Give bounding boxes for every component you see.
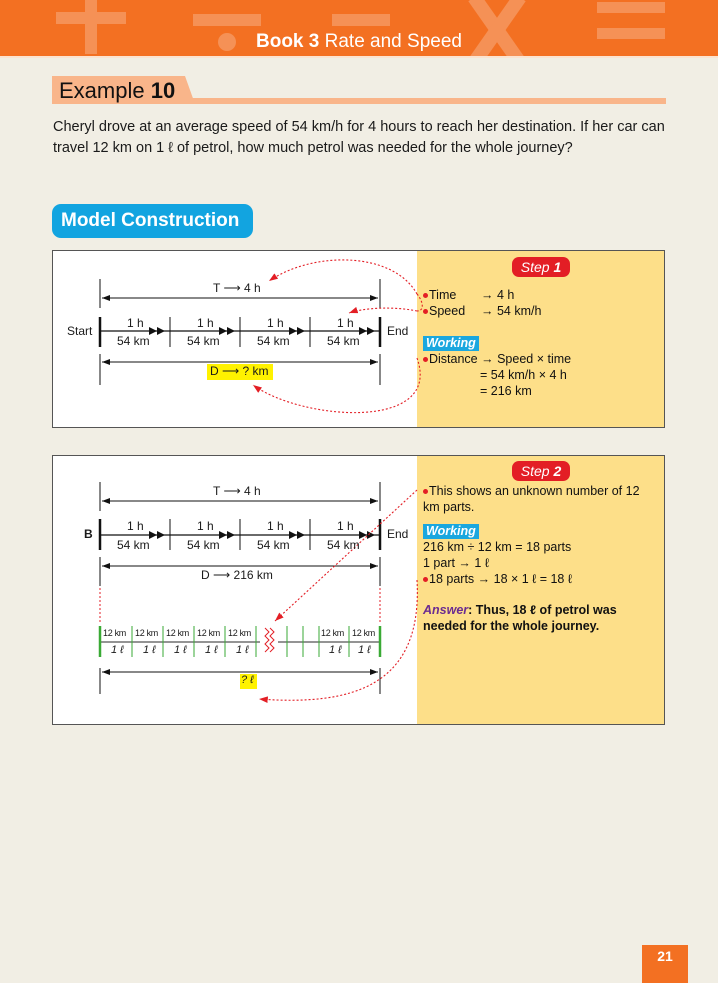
time-bracket-label: T ⟶ 4 h <box>213 484 261 498</box>
given-value: → 4 h <box>481 288 515 302</box>
distance-bracket-label: D ⟶ ? km <box>210 364 269 378</box>
step2-working <box>423 523 572 587</box>
segment-distance: 54 km <box>117 334 150 348</box>
working-tag: Working <box>423 336 479 351</box>
break-zigzag-icon <box>265 628 274 652</box>
segment-time: 1 h <box>267 316 284 330</box>
segment-distance: 54 km <box>327 538 360 552</box>
part-km: 12 km <box>103 628 127 638</box>
answer-text: : Thus, 18 ℓ of petrol was needed for the whole journey. <box>423 603 617 633</box>
part-litre: 1 ℓ <box>358 644 371 656</box>
intro-text: This shows an unknown number of 12 km parts. <box>423 484 640 514</box>
step2-panel <box>52 455 665 725</box>
segment-time: 1 h <box>337 316 354 330</box>
given-value: → 54 km/h <box>481 304 542 318</box>
part-km: 12 km <box>166 628 190 638</box>
minus-decoration <box>332 14 390 26</box>
step-label: Step <box>520 463 550 479</box>
segment-time: 1 h <box>337 519 354 533</box>
segment-distance: 54 km <box>117 538 150 552</box>
segment-distance: 54 km <box>257 334 290 348</box>
chapter-title: Rate and Speed <box>324 31 462 52</box>
segment-time: 1 h <box>127 519 144 533</box>
segment-distance: 54 km <box>327 334 360 348</box>
book-label: Book 3 <box>256 31 320 52</box>
example-number: 10 <box>150 78 176 103</box>
bullet-dot-icon <box>423 577 428 582</box>
equals-decoration <box>597 2 665 13</box>
working-line: 216 km ÷ 12 km = 18 parts <box>423 540 572 554</box>
time-bracket-label: T ⟶ 4 h <box>213 281 261 295</box>
step1-working <box>423 335 571 399</box>
segment-distance: 54 km <box>187 334 220 348</box>
question-text: Cheryl drove at an average speed of 54 km/h for 4 hours to reach her destination. If her car can travel 12 km on 1 ℓ of petrol, how much petrol was needed for the whole journey? <box>53 119 665 156</box>
working-line: Distance → Speed × time <box>429 352 572 366</box>
part-litre: 1 ℓ <box>205 644 218 656</box>
part-litre: 1 ℓ <box>143 644 156 656</box>
step-label: Step <box>520 259 550 275</box>
working-tag: Working <box>423 524 479 539</box>
part-km: 12 km <box>135 628 159 638</box>
divide-decoration <box>193 14 261 26</box>
page-number: 21 <box>642 945 688 983</box>
segment-distance: 54 km <box>257 538 290 552</box>
start-label: Start <box>67 324 93 338</box>
part-litre: 1 ℓ <box>236 644 249 656</box>
end-label: End <box>387 324 409 338</box>
part-km: 12 km <box>197 628 221 638</box>
step1-badge <box>512 257 570 277</box>
step2-badge <box>512 461 570 481</box>
header-divider <box>0 56 718 58</box>
model-construction-heading: Model Construction <box>52 204 253 238</box>
segment-time: 1 h <box>197 316 214 330</box>
segment-distance: 54 km <box>187 538 220 552</box>
bullet-dot-icon <box>423 489 428 494</box>
segment-time: 1 h <box>267 519 284 533</box>
part-km: 12 km <box>228 628 252 638</box>
example-heading <box>52 76 185 104</box>
bullet-dot-icon <box>423 357 428 362</box>
working-line: = 54 km/h × 4 h <box>480 368 567 382</box>
given-label: Time <box>429 288 457 302</box>
part-litre: 1 ℓ <box>174 644 187 656</box>
step-number: 1 <box>553 259 562 275</box>
step1-given <box>423 287 541 319</box>
book-header <box>0 0 718 56</box>
part-litre: 1 ℓ <box>111 644 124 656</box>
working-line: = 216 km <box>480 384 532 398</box>
end-label: End <box>387 527 409 541</box>
segment-time: 1 h <box>127 316 144 330</box>
header-title <box>0 31 718 53</box>
part-litre: 1 ℓ <box>329 644 342 656</box>
working-line: 1 part → 1 ℓ <box>423 556 489 570</box>
start-label: B <box>84 527 93 541</box>
part-km: 12 km <box>321 628 345 638</box>
bullet-dot-icon <box>423 309 428 314</box>
given-label: Speed <box>429 304 466 318</box>
bullet-dot-icon <box>423 293 428 298</box>
step2-intro <box>423 483 659 515</box>
example-label: Example <box>59 78 145 103</box>
answer-label: Answer <box>423 603 469 617</box>
step-number: 2 <box>553 463 562 479</box>
part-km: 12 km <box>352 628 376 638</box>
step2-answer <box>423 602 659 634</box>
distance-bracket-label: D ⟶ 216 km <box>201 568 273 582</box>
step1-panel <box>52 250 665 428</box>
total-petrol-label: ? ℓ <box>241 674 254 686</box>
segment-time: 1 h <box>197 519 214 533</box>
working-line: 18 parts → 18 × 1 ℓ = 18 ℓ <box>429 572 572 586</box>
